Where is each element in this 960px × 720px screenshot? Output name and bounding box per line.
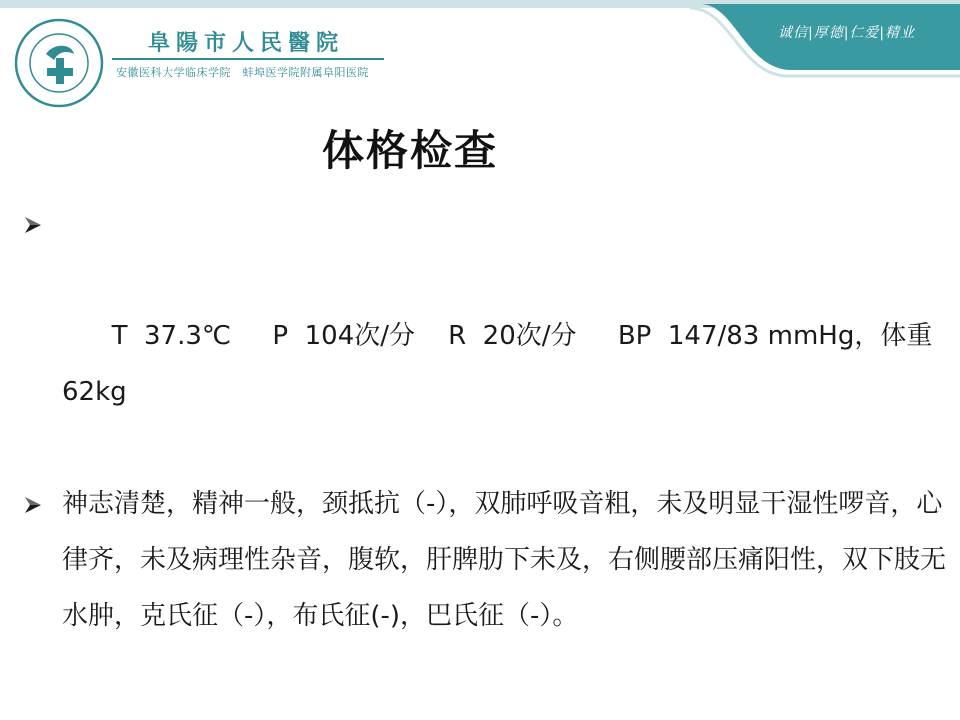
slide-title: 体格检查	[321, 126, 498, 175]
hospital-motto: 诚信|厚德|仁爱|精业	[778, 25, 916, 41]
arrow-bullet-icon	[22, 494, 44, 516]
bullet-list	[22, 196, 947, 644]
header-band	[0, 0, 960, 110]
header-divider	[112, 58, 384, 60]
hospital-logo	[14, 18, 104, 108]
bullet-text: T 37.3℃ P 104次/分 R 20次/分 BP 147/83 mmHg，体重 62kg	[62, 321, 941, 407]
bullet-text: 神志清楚，精神一般，颈抵抗（-），双肺呼吸音粗，未及明显干湿性啰音，心律齐，未及病理性杂音，腹软，肝脾肋下未及，右侧腰部压痛阳性，双下肢无水肿，克氏征（-），布氏征(-)，巴氏征（-）。	[62, 489, 947, 631]
bullet-exam-findings	[22, 476, 947, 644]
hospital-name: 阜陽市人民醫院	[148, 30, 345, 56]
hospital-affiliations: 安徽医科大学临床学院 蚌埠医学院附属阜阳医院	[116, 66, 369, 79]
bullet-vitals	[22, 196, 947, 476]
arrow-bullet-icon	[22, 214, 44, 236]
